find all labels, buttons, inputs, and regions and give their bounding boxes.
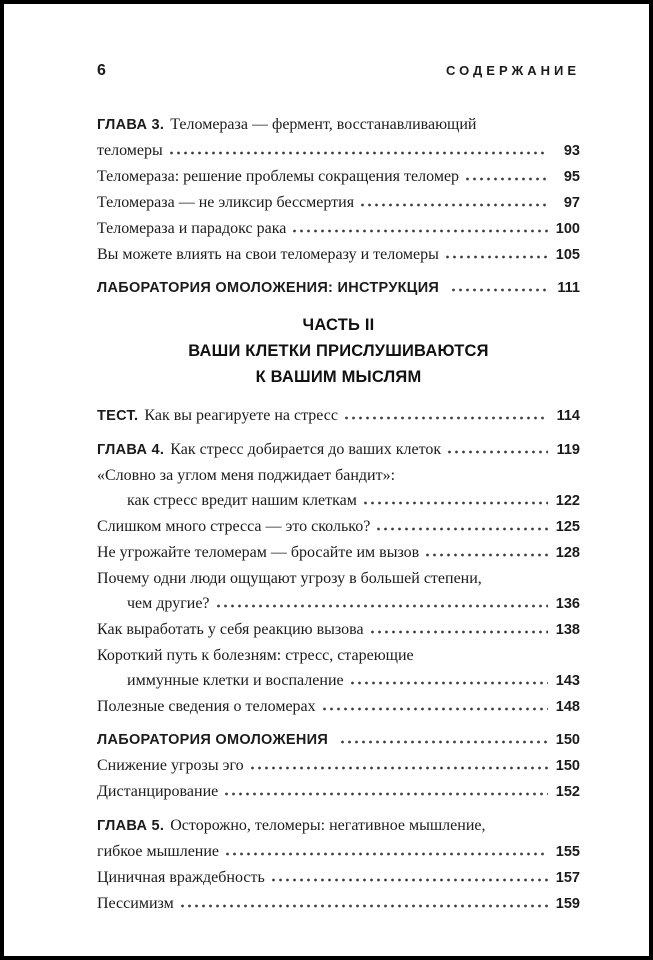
toc-entry-label: Циничная враждебность	[97, 869, 265, 886]
toc-entry-label: Слишком много стресса — это сколько?	[97, 518, 371, 535]
page-number: 6	[97, 62, 106, 79]
toc-page-number: 122	[555, 493, 580, 509]
toc-entry-label: Почему одни люди ощущают угрозу в большей степени,	[97, 570, 482, 587]
toc-line	[97, 591, 580, 617]
toc-line	[97, 779, 580, 805]
toc-page-number: 105	[555, 247, 580, 263]
toc-page-number: 150	[555, 732, 580, 748]
part-heading-line: ВАШИ КЛЕТКИ ПРИСЛУШИВАЮТСЯ	[188, 342, 489, 360]
part-heading	[97, 312, 580, 390]
toc-entry-label-bold: ГЛАВА 3.	[97, 117, 165, 133]
toc-entry	[97, 463, 580, 514]
toc-entry	[97, 694, 580, 720]
part-heading-line: ЧАСТЬ II	[302, 316, 375, 334]
toc-entry-label-bold: ТЕСТ.	[97, 408, 139, 424]
toc-entry-label: иммунные клетки и воспаление	[127, 672, 344, 689]
toc-line	[97, 694, 580, 720]
toc-line	[97, 463, 580, 488]
toc-line	[97, 190, 580, 216]
toc-entry-label: Осторожно, теломеры: негативное мышление,	[170, 817, 486, 834]
toc-entry	[97, 566, 580, 617]
toc-entry	[97, 617, 580, 643]
toc-entry	[97, 242, 580, 268]
toc-page-number: 119	[556, 442, 580, 458]
toc-entry-label: Как вы реагируете на стресс	[144, 407, 338, 424]
toc-entry-label: «Словно за углом меня поджидает бандит»:	[97, 467, 396, 484]
toc-entry-label: Теломераза: решение проблемы сокращения теломер	[97, 168, 460, 185]
dot-leader	[351, 681, 548, 685]
dot-leader	[170, 151, 548, 155]
toc-line	[97, 437, 580, 463]
toc-entry-label: Как выработать у себя реакцию вызова	[97, 621, 364, 638]
toc-entry	[97, 437, 580, 463]
toc-entry	[97, 728, 580, 753]
toc-line	[97, 566, 580, 591]
toc-line	[97, 276, 580, 301]
toc-line	[97, 668, 580, 694]
toc-entry-label: Не угрожайте теломерам — бросайте им вызов	[97, 544, 420, 561]
toc-line	[97, 138, 580, 164]
dot-leader	[377, 527, 548, 531]
toc-entry-label-bold: ГЛАВА 5.	[97, 818, 165, 834]
toc-entry-label: Дистанцирование	[97, 783, 219, 800]
toc-line	[97, 839, 580, 865]
toc-line	[97, 753, 580, 779]
dot-leader	[225, 792, 548, 796]
dot-leader	[361, 203, 548, 207]
dot-leader	[446, 255, 548, 259]
toc-entry-label-bold: ЛАБОРАТОРИЯ ОМОЛОЖЕНИЯ: ИНСТРУКЦИЯ	[97, 280, 440, 296]
toc-entry-label: Короткий путь к болезням: стресс, стареющие	[97, 647, 414, 664]
toc-entry-label-bold: ГЛАВА 4.	[97, 442, 165, 458]
dot-leader	[272, 878, 548, 882]
toc-page-number: 136	[555, 596, 580, 612]
toc-entry	[97, 112, 580, 164]
toc-page-number: 138	[555, 622, 580, 638]
toc-entry	[97, 514, 580, 540]
toc-entry-label: Вы можете влиять на свои теломеразу и теломеры	[97, 246, 439, 263]
dot-leader	[426, 553, 548, 557]
toc-line	[97, 643, 580, 668]
toc-page-number: 114	[556, 408, 580, 424]
toc-entry	[97, 216, 580, 242]
toc-entry-label: Теломераза — фермент, восстанавливающий	[170, 116, 477, 133]
toc-entry	[97, 753, 580, 779]
toc-entry-label-bold: ЛАБОРАТОРИЯ ОМОЛОЖЕНИЯ	[97, 732, 329, 748]
toc-page-number: 143	[555, 673, 580, 689]
toc-entry-label: как стресс вредит нашим клеткам	[127, 492, 357, 509]
toc-line	[97, 865, 580, 891]
running-header	[97, 62, 580, 80]
dot-leader	[341, 740, 548, 744]
toc-page-number: 148	[555, 699, 580, 715]
toc-page-number: 100	[555, 221, 580, 237]
dot-leader	[226, 852, 548, 856]
dot-leader	[448, 450, 548, 454]
toc-line	[97, 540, 580, 566]
toc-entry	[97, 779, 580, 805]
toc-line	[97, 891, 580, 917]
toc-page-number: 128	[555, 545, 580, 561]
table-of-contents	[97, 112, 580, 917]
running-head-title: СОДЕРЖАНИЕ	[446, 63, 580, 78]
toc-page-number: 157	[555, 870, 580, 886]
dot-leader	[364, 501, 548, 505]
dot-leader	[217, 604, 548, 608]
toc-entry	[97, 276, 580, 301]
toc-page-number: 152	[555, 784, 580, 800]
toc-entry-label: Полезные сведения о теломерах	[97, 698, 316, 715]
dot-leader	[181, 904, 548, 908]
toc-line	[97, 242, 580, 268]
toc-page-number: 95	[563, 169, 580, 185]
toc-page-number: 155	[555, 844, 580, 860]
toc-entry	[97, 190, 580, 216]
toc-line	[97, 164, 580, 190]
toc-line	[97, 403, 580, 429]
dot-leader	[345, 416, 548, 420]
toc-page-number: 111	[557, 280, 580, 296]
toc-line	[97, 728, 580, 753]
toc-entry	[97, 540, 580, 566]
toc-line	[97, 514, 580, 540]
dot-leader	[452, 288, 548, 292]
toc-page-number: 97	[563, 195, 580, 211]
toc-entry-label: Теломераза и парадокс рака	[97, 220, 287, 237]
toc-entry	[97, 643, 580, 694]
toc-entry-label: Снижение угрозы эго	[97, 757, 244, 774]
toc-entry	[97, 403, 580, 429]
toc-entry-label: Пессимизм	[97, 895, 174, 912]
toc-entry	[97, 865, 580, 891]
toc-entry-label: теломеры	[97, 142, 163, 159]
dot-leader	[293, 229, 548, 233]
dot-leader	[466, 177, 548, 181]
toc-entry-label: Теломераза — не эликсир бессмертия	[97, 194, 355, 211]
toc-line	[97, 216, 580, 242]
toc-page-number: 125	[555, 519, 580, 535]
dot-leader	[323, 707, 548, 711]
toc-entry-label: гибкое мышление	[97, 843, 220, 860]
toc-page-number: 150	[555, 758, 580, 774]
dot-leader	[251, 766, 548, 770]
toc-entry-label: чем другие?	[127, 595, 210, 612]
part-heading-line: К ВАШИМ МЫСЛЯМ	[255, 368, 422, 386]
dot-leader	[371, 630, 548, 634]
toc-line	[97, 112, 580, 138]
toc-entry-label: Как стресс добирается до ваших клеток	[170, 441, 442, 458]
toc-line	[97, 813, 580, 839]
toc-line	[97, 488, 580, 514]
toc-page-number: 93	[563, 143, 580, 159]
toc-entry	[97, 813, 580, 865]
toc-entry	[97, 891, 580, 917]
toc-line	[97, 617, 580, 643]
toc-page-number: 159	[555, 896, 580, 912]
toc-entry	[97, 164, 580, 190]
